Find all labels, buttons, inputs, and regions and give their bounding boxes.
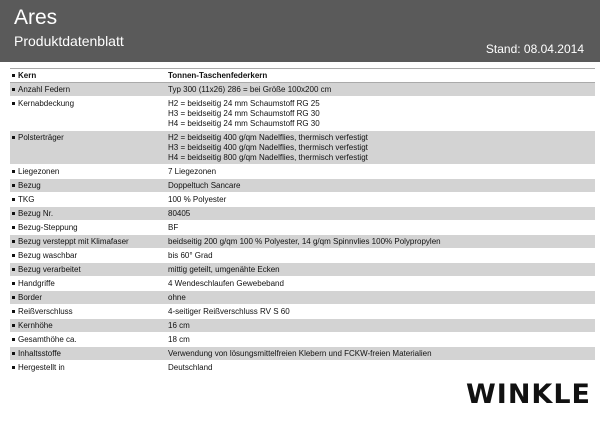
row-label: Gesamthöhe ca.	[10, 333, 162, 345]
row-value	[162, 291, 595, 304]
row-label: Kernhöhe	[10, 319, 162, 331]
winkle-logo: WINKLE	[466, 379, 591, 410]
row-value-line: bis 60° Grad	[168, 251, 213, 260]
row-value-line: Tonnen-Taschenfederkern	[168, 71, 268, 80]
row-value	[162, 69, 595, 82]
row-value	[162, 97, 595, 130]
row-value-line: ohne	[168, 293, 186, 302]
row-value	[162, 235, 595, 248]
row-label: Kern	[10, 69, 162, 81]
row-value	[162, 131, 595, 164]
row-value-line: mittig geteilt, umgenähte Ecken	[168, 265, 280, 274]
row-value-line: Typ 300 (11x26) 286 = bei Größe 100x200 cm	[168, 85, 332, 94]
row-value	[162, 165, 595, 178]
row-label: Bezug versteppt mit Klimafaser	[10, 235, 162, 247]
table-row	[10, 221, 595, 235]
page-header	[0, 0, 600, 62]
table-row	[10, 333, 595, 347]
row-value	[162, 193, 595, 206]
row-value-line: H3 = beidseitig 24 mm Schaumstoff RG 30	[168, 109, 320, 118]
row-label: Bezug-Steppung	[10, 221, 162, 233]
row-label: Inhaltsstoffe	[10, 347, 162, 359]
row-label: Liegezonen	[10, 165, 162, 177]
row-label: Kernabdeckung	[10, 97, 162, 109]
row-value-line: H2 = beidseitig 400 g/qm Nadelflies, thermisch verfestigt	[168, 133, 368, 142]
row-value-line: 80405	[168, 209, 191, 218]
row-label: Hergestellt in	[10, 361, 162, 373]
row-value	[162, 207, 595, 220]
row-value	[162, 249, 595, 262]
row-value-line: BF	[168, 223, 179, 232]
row-value	[162, 179, 595, 192]
table-row	[10, 165, 595, 179]
table-row	[10, 263, 595, 277]
row-label: Reißverschluss	[10, 305, 162, 317]
row-label: Anzahl Federn	[10, 83, 162, 95]
row-value	[162, 319, 595, 332]
table-row	[10, 179, 595, 193]
row-value-line: 4-seitiger Reißverschluss RV S 60	[168, 307, 290, 316]
row-value	[162, 347, 595, 360]
spec-table	[10, 68, 595, 375]
table-row	[10, 193, 595, 207]
document-date: Stand: 08.04.2014	[485, 42, 584, 56]
table-row	[10, 361, 595, 375]
table-row	[10, 347, 595, 361]
row-value-line: 7 Liegezonen	[168, 167, 217, 176]
table-row	[10, 277, 595, 291]
table-row	[10, 319, 595, 333]
table-row	[10, 207, 595, 221]
table-body	[10, 83, 595, 375]
row-value-line: Deutschland	[168, 363, 213, 372]
table-row	[10, 83, 595, 97]
row-value-line: H2 = beidseitig 24 mm Schaumstoff RG 25	[168, 99, 320, 108]
row-value-line: H4 = beidseitig 800 g/qm Nadelflies, thermisch verfestigt	[168, 153, 368, 162]
product-title: Ares	[14, 6, 58, 29]
row-label: Bezug	[10, 179, 162, 191]
row-value-line: 100 % Polyester	[168, 195, 227, 204]
table-row	[10, 249, 595, 263]
row-value	[162, 277, 595, 290]
row-label: Bezug waschbar	[10, 249, 162, 261]
row-value	[162, 263, 595, 276]
table-row	[10, 235, 595, 249]
row-label: Handgriffe	[10, 277, 162, 289]
row-value-line: Doppeltuch Sancare	[168, 181, 241, 190]
table-row	[10, 131, 595, 165]
row-value	[162, 361, 595, 374]
row-value	[162, 333, 595, 346]
table-row	[10, 305, 595, 319]
row-value-line: H3 = beidseitig 400 g/qm Nadelflies, thermisch verfestigt	[168, 143, 368, 152]
document-subtitle: Produktdatenblatt	[14, 33, 124, 49]
row-value-line: beidseitig 200 g/qm 100 % Polyester, 14 g/qm Spinnvlies 100% Polypropylen	[168, 237, 441, 246]
row-value	[162, 83, 595, 96]
table-header-row	[10, 68, 595, 83]
row-label: TKG	[10, 193, 162, 205]
row-value-line: 18 cm	[168, 335, 190, 344]
row-value-line: Verwendung von lösungsmittelfreien Klebern und FCKW-freien Materialien	[168, 349, 432, 358]
row-value-line: H4 = beidseitig 24 mm Schaumstoff RG 30	[168, 119, 320, 128]
row-label: Border	[10, 291, 162, 303]
row-value-line: 16 cm	[168, 321, 190, 330]
row-value-line: 4 Wendeschlaufen Gewebeband	[168, 279, 284, 288]
table-row	[10, 291, 595, 305]
row-label: Polsterträger	[10, 131, 162, 143]
table-row	[10, 97, 595, 131]
row-label: Bezug verarbeitet	[10, 263, 162, 275]
row-value	[162, 221, 595, 234]
row-label: Bezug Nr.	[10, 207, 162, 219]
row-value	[162, 305, 595, 318]
